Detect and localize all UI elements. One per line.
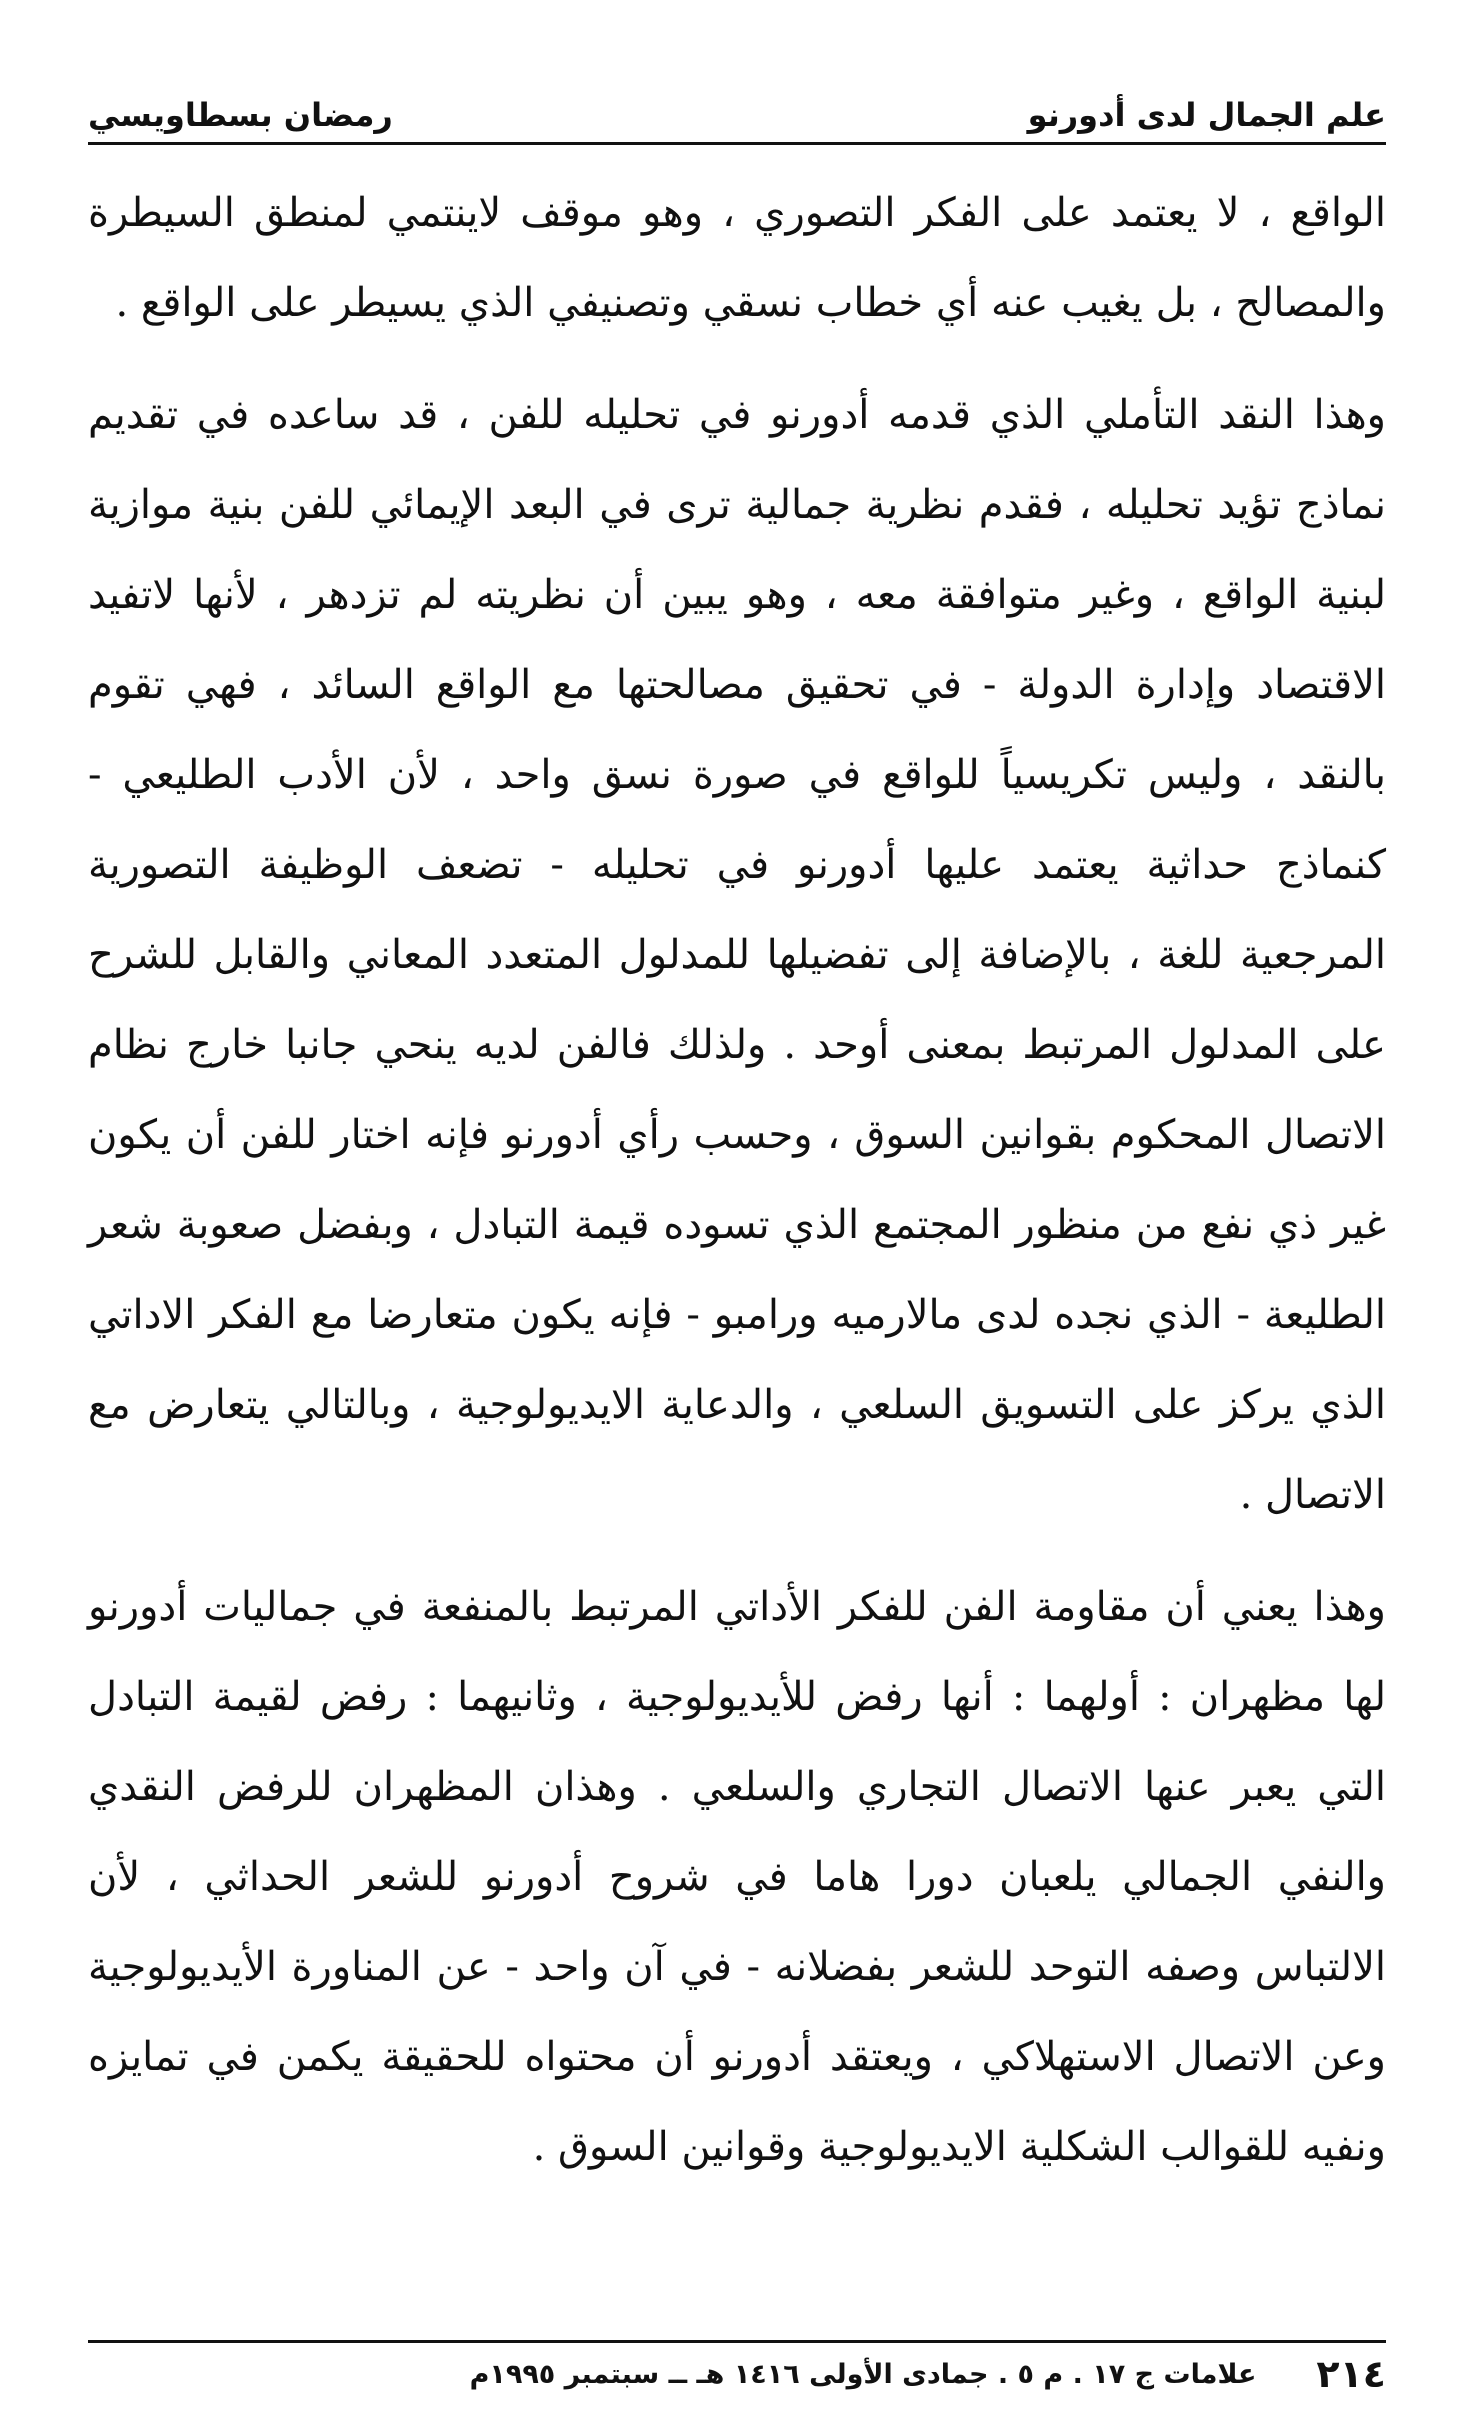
header-rule	[88, 142, 1386, 145]
book-title: علم الجمال لدى أدورنو	[1027, 96, 1386, 134]
author-name: رمضان بسطاويسي	[88, 96, 393, 134]
paragraph: وهذا النقد التأملي الذي قدمه أدورنو في تحليله للفن ، قد ساعده في تقديم نماذج تؤيد تحليله ، فقدم نظرية جمالية ترى في البعد الإيمائي للفن بنية موازية لبنية الواقع ، وغير متوافقة معه ، وهو يبين أن نظريته لم تزدهر ، لأنها لاتفيد الاقتصاد وإدارة الدولة - في تحقيق مصالحتها مع الواقع السائد ، فهي تقوم بالنقد ، وليس تكريسياً للواقع في صورة نسق واحد ، لأن الأدب الطليعي - كنماذج حداثية يعتمد عليها أدورنو في تحليله - تضعف الوظيفة التصورية المرجعية للغة ، بالإضافة إلى تفضيلها للمدلول المتعدد المعاني والقابل للشرح على المدلول المرتبط بمعنى أوحد . ولذلك فالفن لديه ينحي جانبا خارج نظام الاتصال المحكوم بقوانين السوق ، وحسب رأي أدورنو فإنه اختار للفن أن يكون غير ذي نفع من منظور المجتمع الذي تسوده قيمة التبادل ، وبفضل صعوبة شعر الطليعة - الذي نجده لدى مالارميه ورامبو - فإنه يكون متعارضا مع الفكر الاداتي الذي يركز على التسويق السلعي ، والدعاية الايديولوجية ، وبالتالي يتعارض مع الاتصال .	[88, 392, 1386, 1518]
page-number: ٢١٤	[1316, 2352, 1386, 2396]
footer-rule	[88, 2340, 1386, 2343]
running-header	[88, 82, 1386, 134]
paragraph: الواقع ، لا يعتمد على الفكر التصوري ، وهو موقف لاينتمي لمنطق السيطرة والمصالح ، بل يغيب عنه أي خطاب نسقي وتصنيفي الذي يسيطر على الواقع .	[88, 190, 1386, 326]
footer	[88, 2352, 1386, 2396]
body-text	[88, 168, 1386, 2214]
paragraph: وهذا يعني أن مقاومة الفن للفكر الأداتي المرتبط بالمنفعة في جماليات أدورنو لها مظهران : أولهما : أنها رفض للأيديولوجية ، وثانيهما : رفض لقيمة التبادل التي يعبر عنها الاتصال التجاري والسلعي . وهذان المظهران للرفض النقدي والنفي الجمالي يلعبان دورا هاما في شروح أدورنو للشعر الحداثي ، لأن الالتباس وصفه التوحد للشعر بفضلانه - في آن واحد - عن المناورة الأيديولوجية وعن الاتصال الاستهلاكي ، ويعتقد أدورنو أن محتواه للحقيقة يكمن في تمايزه ونفيه للقوالب الشكلية الايديولوجية وقوانين السوق .	[88, 1584, 1386, 2170]
book-page	[88, 0, 1386, 2420]
journal-info: علامات ج ١٧ . م ٥ . جمادى الأولى ١٤١٦ هـ ــ سبتمبر ١٩٩٥م	[469, 2358, 1257, 2390]
